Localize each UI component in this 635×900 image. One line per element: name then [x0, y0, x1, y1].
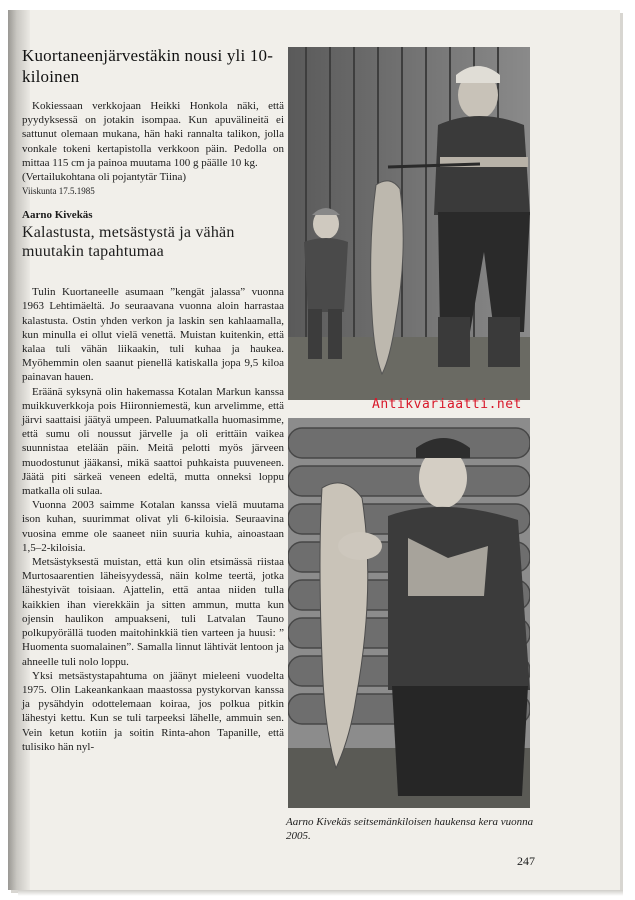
photo-man-with-pike: [288, 418, 530, 808]
article2-author: Aarno Kivekäs: [22, 209, 93, 222]
article2-paragraph: Metsästyksestä muistan, että kun olin etsimässä riistaa Murtosaarentien läheisyydessä, näin kolme teertä, jotka lähestyivät toisiaan. Ajattelin, että antaa niiden tulla kaikkien ihan vierekkäin ja sitten ammun, mutta kun ojensin haulikon ampuakseni, tuli Latvalan Tauno polkupyörällä tuoden maitohinkkiä tien varteen ja huusi: ” Huomenta suomalainen”. Samalla linnut lähtivät lentoon ja ahneelle tuli nolo loppu.: [22, 556, 284, 668]
page-number: 247: [517, 854, 535, 868]
text-column: [22, 35, 284, 754]
article1-title: Kuortaneenjärvestäkin nousi yli 10-kiloinen: [22, 46, 274, 86]
article2-paragraph: Eräänä syksynä olin hakemassa Kotalan Markun kanssa muikkuverkkoja pois Hiironniemestä, kun arvelimme, että järvi saattaisi jäätyä umpeen. Paluumatkalla huomasimme, että sumu oli noussut järvelle ja oli erittäin vaikea suunnistaa etelään päin. Meitä pelotti myös järveen muodostunut jääkansi, mikä saattoi puhkaista puuveneen. Jäätä piti särkeä veneen edeltä, mutta onneksi loppu matkalla oli sulaa.: [22, 385, 284, 498]
article1-note: (Vertailukohtana oli pojantytär Tiina): [22, 171, 187, 184]
article1-body: Kokiessaan verkkojaan Heikki Honkola näki, että pyydyksessä on jotakin isompaa. Kun apuvälineitä ei sattunut olemaan mukana, hän haki rannalta talikon, jolla vonkale tokeni kertapistolla verkkoon päin. Pedolla on mittaa 115 cm ja painoa muutama 100 g päälle 10 kg.: [22, 100, 284, 169]
article1-source: Viiskunta 17.5.1985: [22, 186, 95, 197]
article2-paragraph: Tulin Kuortaneelle asumaan ”kengät jalassa” vuonna 1963 Lehtimäeltä. Jo seuraavana vuonna aloin harrastaa kalastusta. Ostin yhden verkon ja laskin sen kahlaamalla, kun minulla ei ollut vielä venettä. Muistan kuitenkin, että kalaa tuli vähän liikaakin, tuli kuhaa ja haukea. Myöhemmin olen saanut pienellä katiskalla jopa 9,5 kiloa painavan hauen.: [22, 286, 284, 384]
photo-man-child-with-pike: [288, 47, 530, 400]
page-edge: [18, 890, 623, 896]
watermark-text: Antikvariaatti.net: [372, 397, 522, 412]
article2-title: Kalastusta, metsästystä ja vähän muutakin tapahtumaa: [22, 224, 235, 261]
article2-paragraph: Vuonna 2003 saimme Kotalan kanssa vielä muutama ison kuhan, suurimmat olivat yli 6-kiloisia. Seuraavina vuosina emme ole saaneet niin suuria kuhia, ainoastaan 1,5–2-kiloisia.: [22, 499, 284, 554]
article2-paragraph: Yksi metsästystapahtuma on jäänyt mieleeni vuodelta 1975. Olin Lakeankankaan maastossa pystykorvan kanssa ja pysähdyin odottelemaan koiraa, jos polkua pitkin lähestyi kettu. Kun se tuli tarpeeksi lähelle, ammuin sen. Vein ketun kotiin ja soitin Rinta-ahon Tapanille, että tulisiko hän nyl-: [22, 669, 284, 753]
photo-caption: Aarno Kivekäs seitsemänkiloisen haukensa kera vuonna 2005.: [286, 816, 534, 842]
